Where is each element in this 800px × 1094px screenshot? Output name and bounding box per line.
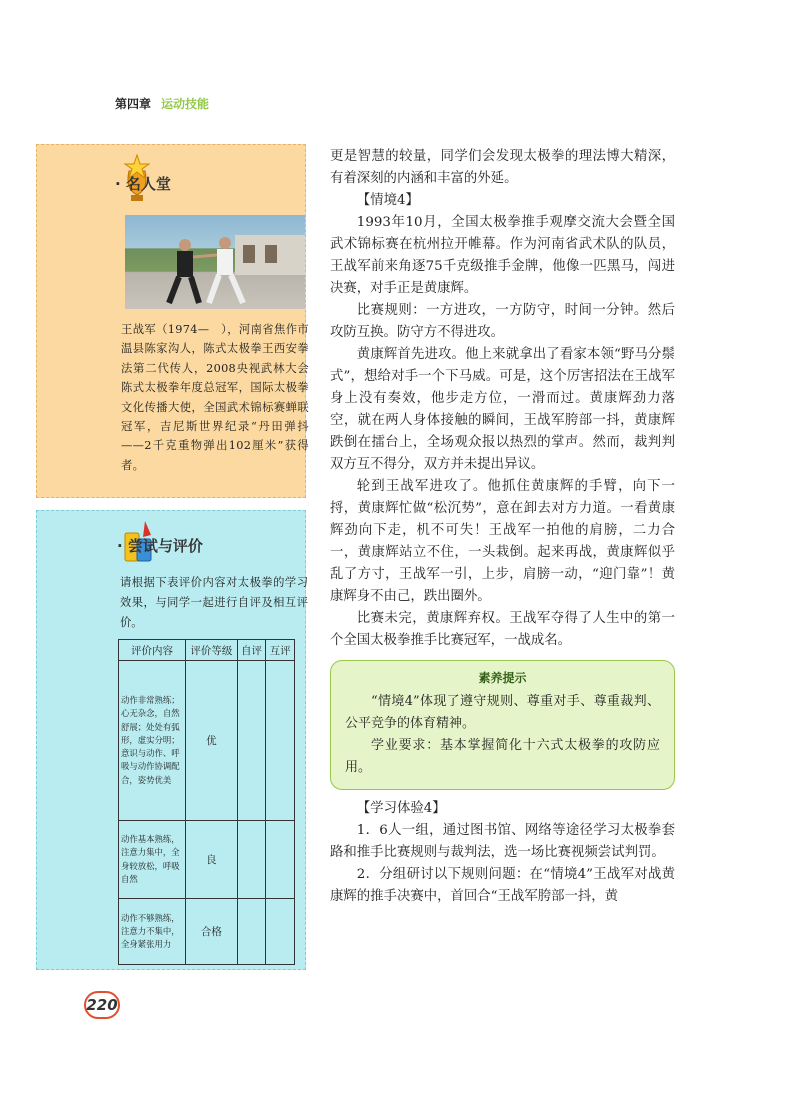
- chapter-header: [115, 95, 209, 112]
- hall-of-fame-panel: [36, 144, 309, 498]
- self-eval-cell[interactable]: [237, 821, 266, 899]
- page-number: 220: [84, 991, 120, 1019]
- try-and-evaluate-title: · 尝试与评价: [117, 537, 203, 555]
- tai-chi-photo: [125, 215, 305, 309]
- row-level: 合格: [186, 899, 238, 965]
- paragraph: 2．分组研讨以下规则问题：在“情境4”王战军对战黄康辉的推手决赛中，首回合“王战军胯部一抖，黄: [330, 867, 675, 904]
- paragraph: 轮到王战军进攻了。他抓住黄康辉的手臂，向下一捋，黄康辉忙做“松沉势”，意在卸去对方力道。一看黄康辉劲向下走，机不可失！王战军一拍他的肩膀，二力合一，黄康辉站立不住，一头栽倒。起来再战，黄康辉似乎乱了方寸，王战军一引，上步，肩膀一动，“迎门靠”！黄康辉身不由己，跌出圈外。: [330, 479, 675, 604]
- chapter-label: 第四章: [115, 97, 152, 111]
- table-row: [119, 899, 295, 965]
- header-self: 自评: [237, 640, 266, 661]
- self-eval-cell[interactable]: [237, 899, 266, 965]
- peer-eval-cell[interactable]: [266, 899, 295, 965]
- self-eval-cell[interactable]: [237, 661, 266, 821]
- header-peer: 互评: [266, 640, 295, 661]
- row-level: 优: [186, 661, 238, 821]
- experience-heading: 【学习体验4】: [356, 801, 446, 816]
- hall-of-fame-bio: 王战军（1974— ），河南省焦作市温县陈家沟人，陈式太极拳王西安拳法第二代传人，2008央视武林大会陈式太极拳年度总冠军，国际太极拳文化传播大使，全国武术锦标赛蝉联冠军，吉尼斯世界纪录“丹田弹抖——2千克重物弹出102厘米”获得者。: [121, 323, 309, 472]
- tips-paragraph: 学业要求：基本掌握简化十六式太极拳的攻防应用。: [345, 738, 660, 775]
- row-desc: 动作不够熟练，注意力不集中，全身紧张用力: [119, 899, 186, 965]
- scenario-heading: 【情境4】: [356, 193, 419, 208]
- tips-title: 素养提示: [478, 671, 527, 685]
- hall-of-fame-title: · 名人堂: [115, 175, 171, 193]
- paragraph: 1．6人一组，通过图书馆、网络等途径学习太极拳套路和推手比赛规则与裁判法，选一场比赛视频尝试判罚。: [330, 823, 675, 860]
- literacy-tips-box: [330, 660, 675, 790]
- evaluation-intro: 请根据下表评价内容对太极拳的学习效果，与同学一起进行自评及相互评价。: [120, 576, 308, 629]
- header-content: 评价内容: [119, 640, 186, 661]
- table-header-row: [119, 640, 295, 661]
- peer-eval-cell[interactable]: [266, 821, 295, 899]
- evaluation-table: [118, 639, 295, 965]
- main-text-column: [330, 146, 675, 908]
- row-desc: 动作基本熟练，注意力集中，全身较放松，呼吸自然: [119, 821, 186, 899]
- peer-eval-cell[interactable]: [266, 661, 295, 821]
- tai-chi-figures-image: [125, 215, 305, 309]
- header-level: 评价等级: [186, 640, 238, 661]
- table-row: [119, 661, 295, 821]
- table-row: [119, 821, 295, 899]
- paragraph: 比赛规则：一方进攻，一方防守，时间一分钟。然后攻防互换。防守方不得进攻。: [330, 303, 675, 340]
- paragraph: 黄康辉首先进攻。他上来就拿出了看家本领“野马分鬃式”，想给对手一个下马威。可是，这个厉害招法在王战军身上没有奏效，他步走方位，一滑而过。黄康辉劲力落空，就在两人身体接触的瞬间，王战军胯部一抖，黄康辉跌倒在擂台上，全场观众报以热烈的掌声。然而，裁判判双方互不得分，双方并未提出异议。: [330, 347, 675, 472]
- row-desc: 动作非常熟练；心无杂念，自然舒展；处处有弧形，虚实分明；意识与动作、呼吸与动作协调配合，姿势优美: [119, 661, 186, 821]
- row-level: 良: [186, 821, 238, 899]
- tips-paragraph: “情境4”体现了遵守规则、尊重对手、尊重裁判、公平竞争的体育精神。: [345, 694, 660, 731]
- paragraph: 1993年10月，全国太极拳推手观摩交流大会暨全国武术锦标赛在杭州拉开帷幕。作为河南省武术队的队员，王战军前来角逐75千克级推手金牌，他像一匹黑马，闯进决赛，对手正是黄康辉。: [330, 215, 675, 296]
- paragraph: 比赛未完，黄康辉弃权。王战军夺得了人生中的第一个全国太极拳推手比赛冠军，一战成名。: [330, 611, 675, 648]
- chapter-topic: 运动技能: [161, 97, 210, 111]
- try-and-evaluate-panel: [36, 510, 306, 970]
- paragraph: 更是智慧的较量，同学们会发现太极拳的理法博大精深，有着深刻的内涵和丰富的外延。: [330, 149, 675, 186]
